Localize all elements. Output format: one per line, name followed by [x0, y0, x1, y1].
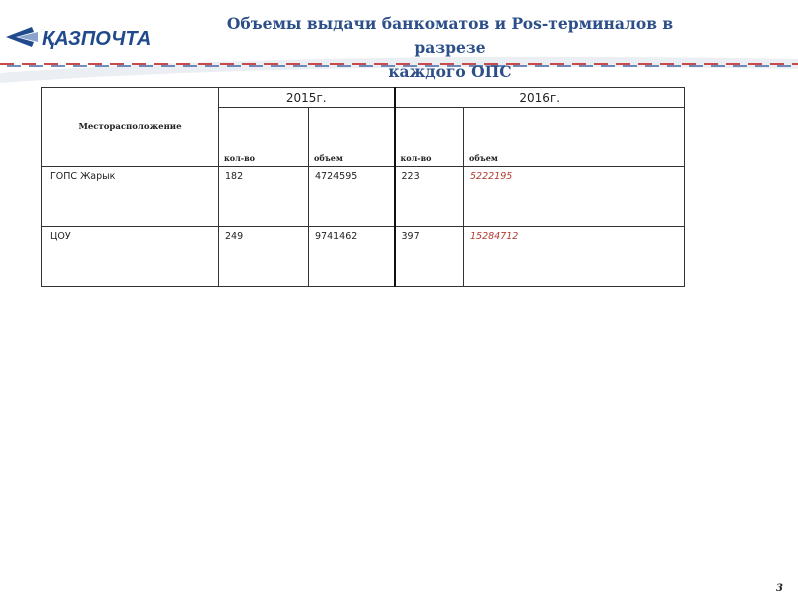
year-header-2015: 2015г. — [219, 88, 395, 108]
title-line-1: Объемы выдачи банкоматов и Pos-терминалов в разрезе — [226, 14, 674, 57]
location-header: Месторасположение — [42, 88, 219, 167]
qty-2016-cell: 397 — [395, 227, 464, 287]
qty-2016-cell: 223 — [395, 167, 464, 227]
location-cell: ЦОУ — [42, 227, 219, 287]
vol-2016-cell: 15284712 — [464, 227, 685, 287]
vol-2015-cell: 9741462 — [309, 227, 395, 287]
slide-header — [0, 0, 798, 100]
table-row — [42, 227, 685, 287]
subheader-vol-2015: объем — [309, 108, 395, 167]
kazpost-emblem-icon — [6, 27, 38, 47]
table-header-row-years — [42, 88, 685, 108]
kazpost-logo — [4, 22, 179, 52]
table-row — [42, 167, 685, 227]
subheader-qty-2016: кол-во — [395, 108, 464, 167]
title-line-2: каждого ОПС — [388, 62, 512, 81]
location-cell: ГОПС Жарык — [42, 167, 219, 227]
subheader-vol-2016: объем — [464, 108, 685, 167]
volumes-table — [41, 87, 685, 287]
page-title — [190, 12, 710, 84]
qty-2015-cell: 249 — [219, 227, 309, 287]
page-number: 3 — [776, 583, 783, 594]
logo-text: ҚАЗПОЧТА — [42, 28, 152, 50]
vol-2015-cell: 4724595 — [309, 167, 395, 227]
vol-2016-cell: 5222195 — [464, 167, 685, 227]
qty-2015-cell: 182 — [219, 167, 309, 227]
subheader-qty-2015: кол-во — [219, 108, 309, 167]
year-header-2016: 2016г. — [395, 88, 685, 108]
